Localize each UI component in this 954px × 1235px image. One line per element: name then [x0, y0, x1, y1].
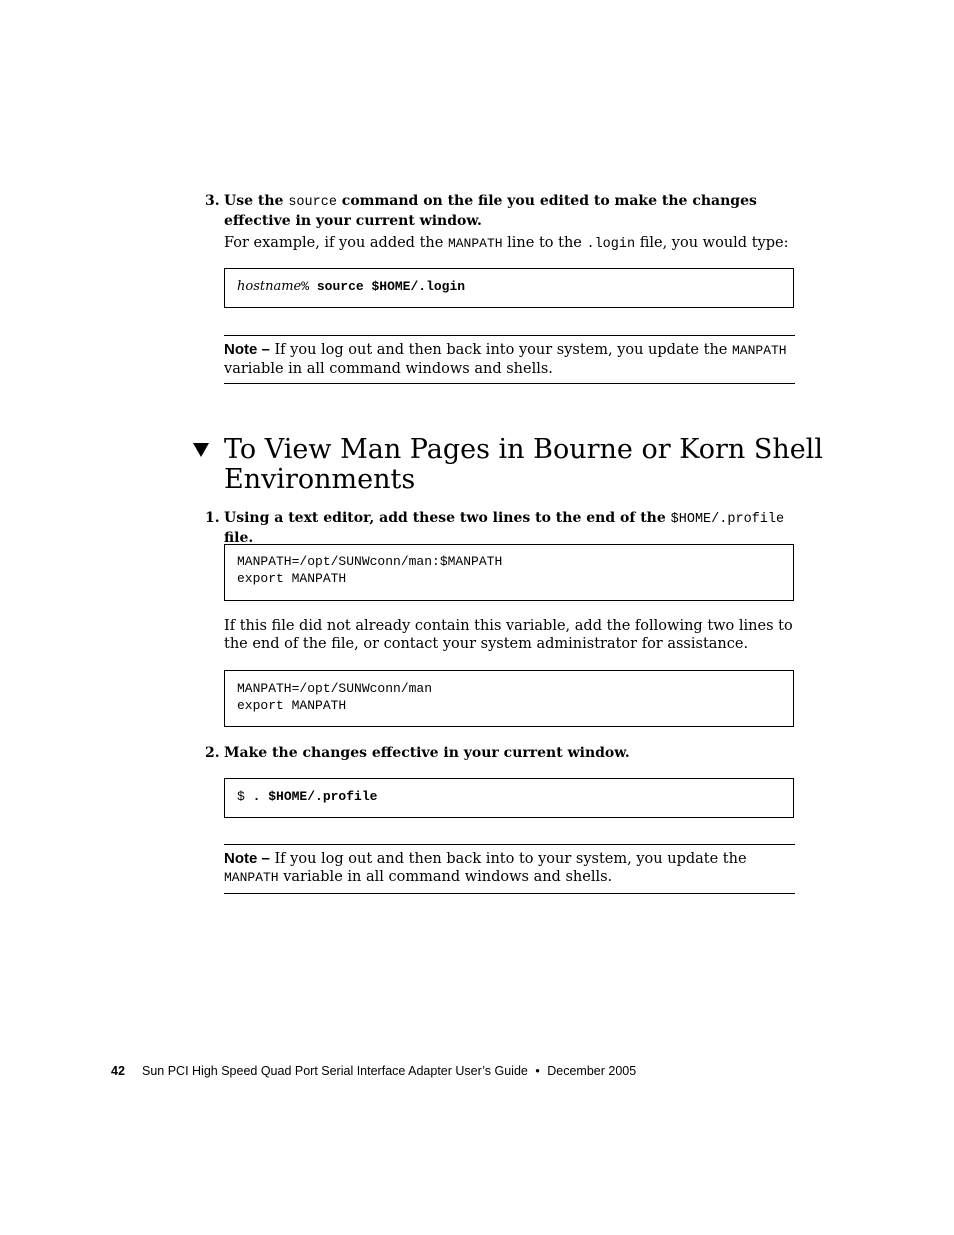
note-bottom-rule: [224, 383, 795, 384]
note-text: variable in all command windows and shells.: [278, 869, 613, 885]
code-block: [224, 670, 794, 727]
code-block: [224, 778, 794, 818]
code-line: export MANPATH: [237, 698, 347, 713]
inline-code: MANPATH: [447, 236, 503, 251]
note-text: variable in all command windows and shells.: [224, 361, 553, 377]
code-command: source $HOME/.login: [316, 279, 466, 294]
paragraph-text: line to the: [502, 235, 587, 251]
note-text: If you log out and then back into your system, you update the: [269, 342, 732, 358]
step-number: 3.: [205, 193, 220, 209]
inline-code: $HOME/.profile: [670, 512, 785, 527]
section-triangle-icon: [193, 443, 209, 457]
code-command: . $HOME/.profile: [252, 789, 378, 804]
inline-code: source: [288, 195, 337, 210]
inline-code: MANPATH: [731, 343, 787, 358]
code-prompt: $: [237, 789, 253, 804]
instruction-text: file.: [224, 530, 254, 546]
footer-date: December 2005: [547, 1064, 637, 1078]
footer-title: [142, 1064, 636, 1078]
note-label: Note –: [224, 341, 270, 358]
note-top-rule: [224, 335, 795, 336]
code-block: [224, 268, 794, 308]
footer-book-title: Sun PCI High Speed Quad Port Serial Interface Adapter User’s Guide: [142, 1064, 528, 1078]
code-line: MANPATH=/opt/SUNWconn/man: [237, 681, 433, 696]
step-instruction: [224, 192, 799, 230]
note-text: If you log out and then back into to your system, you update the: [269, 851, 747, 867]
inline-code: MANPATH: [224, 870, 279, 885]
code-prompt: hostname: [237, 279, 302, 294]
paragraph-text: For example, if you added the: [224, 235, 448, 251]
step-number: 1.: [205, 510, 220, 526]
note-top-rule: [224, 844, 795, 845]
step-instruction: [224, 509, 799, 547]
inline-code: .login: [586, 237, 636, 252]
note-bottom-rule: [224, 893, 795, 894]
code-prompt-symbol: %: [301, 279, 317, 294]
step-number: 2.: [205, 745, 220, 761]
code-line: MANPATH=/opt/SUNWconn/man:$MANPATH: [237, 554, 503, 569]
footer-bullet: •: [535, 1064, 540, 1078]
note: [224, 341, 795, 378]
instruction-text: command on the file you edited to make the changes effective in your current window.: [224, 193, 757, 229]
code-line: export MANPATH: [237, 571, 347, 586]
step-instruction: Make the changes effective in your current window.: [224, 745, 630, 761]
code-block: [224, 544, 794, 601]
paragraph-text: file, you would type:: [635, 235, 789, 251]
footer-page-number: 42: [111, 1064, 125, 1078]
instruction-text: Using a text editor, add these two lines to the end of the: [224, 510, 671, 526]
note: [224, 850, 795, 887]
example-paragraph: [224, 234, 799, 254]
followup-paragraph: If this file did not already contain this variable, add the following two lines to the end of the file, or contact your system administrator for assistance.: [224, 618, 793, 652]
note-label: Note –: [224, 850, 270, 867]
section-heading: To View Man Pages in Bourne or Korn Shell Environments: [224, 434, 823, 495]
instruction-text: Use the: [224, 193, 289, 209]
